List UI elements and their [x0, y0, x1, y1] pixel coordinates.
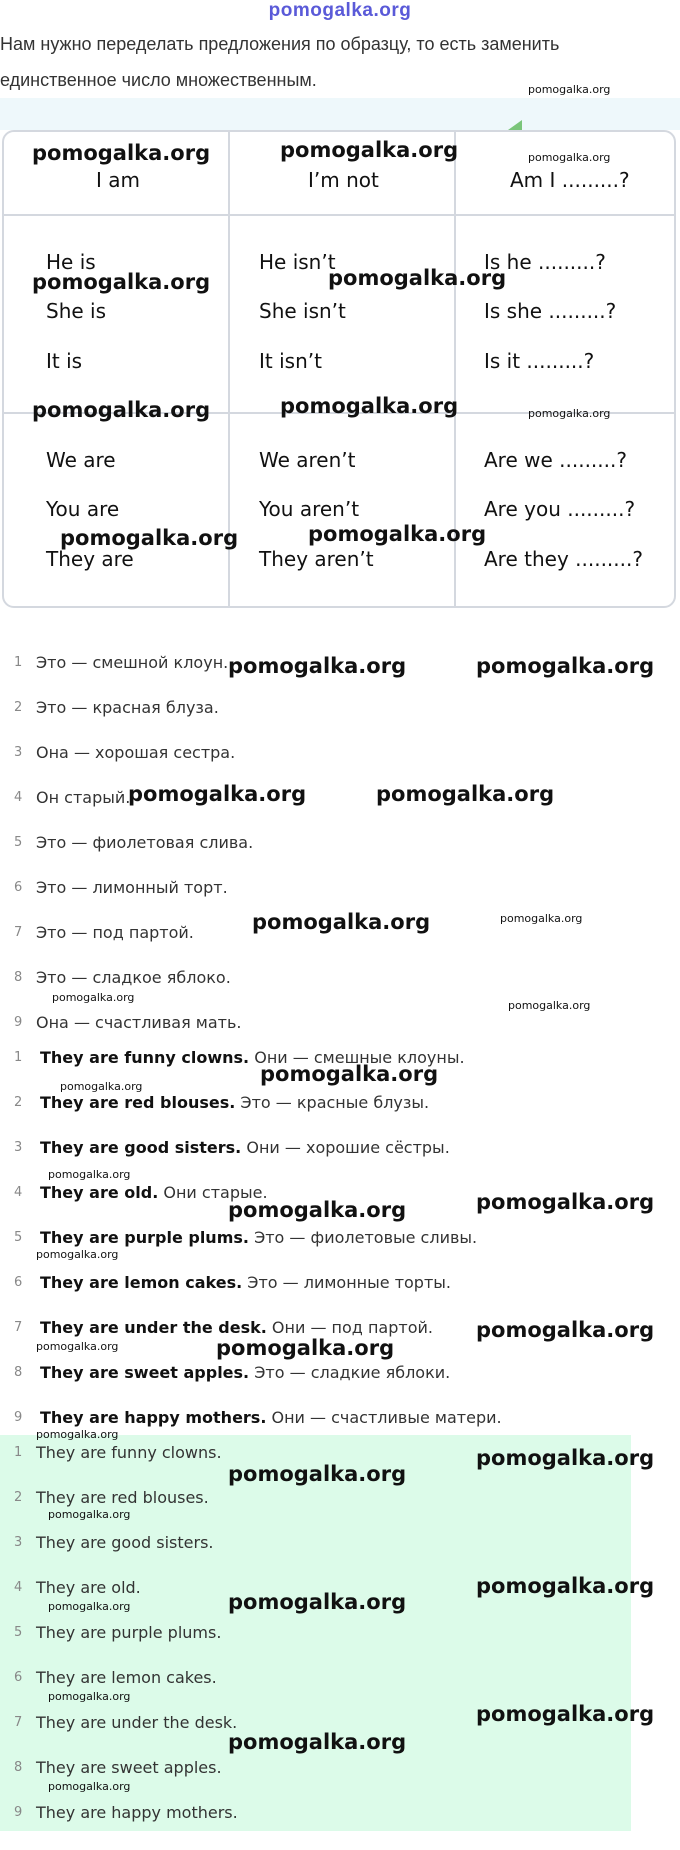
watermark: pomogalka.org	[48, 1780, 131, 1793]
item-number: 6	[14, 1670, 23, 1685]
item-number: 7	[14, 1320, 23, 1335]
item-text: They are good sisters.	[36, 1533, 214, 1552]
item-russian: Они — счастливые матери.	[271, 1408, 502, 1427]
item-english: They are purple plums.	[40, 1228, 249, 1247]
watermark: pomogalka.org	[48, 1600, 131, 1613]
item-number: 5	[14, 1625, 23, 1640]
watermark: pomogalka.org	[252, 910, 431, 934]
watermark: pomogalka.org	[228, 1730, 407, 1754]
item-english: They are under the desk.	[40, 1318, 267, 1337]
table-divider	[4, 214, 674, 216]
item-number: 2	[14, 1490, 23, 1505]
item-text: Она — счастливая мать.	[36, 1013, 242, 1032]
watermark: pomogalka.org	[280, 138, 459, 162]
watermark: pomogalka.org	[60, 526, 239, 550]
item-russian: Они — под партой.	[271, 1318, 433, 1337]
item-text: Это — лимонный торт.	[36, 878, 228, 897]
watermark: pomogalka.org	[60, 1080, 143, 1093]
table-cell: He is	[46, 250, 96, 274]
table-cell: It isn’t	[259, 349, 322, 373]
watermark: pomogalka.org	[508, 999, 591, 1012]
item-text: Он старый.	[36, 788, 131, 807]
item-number: 4	[14, 1580, 23, 1595]
item-russian: Это — фиолетовые сливы.	[254, 1228, 478, 1247]
table-cell: Are we .........?	[484, 448, 627, 472]
item-text: They are under the desk.	[36, 1713, 238, 1732]
table-top-band	[0, 98, 680, 130]
item-english: They are good sisters.	[40, 1138, 242, 1157]
item-english: They are red blouses.	[40, 1093, 236, 1112]
table-cell: Are they .........?	[484, 547, 643, 571]
list-item	[0, 1365, 680, 1410]
corner-triangle-icon	[508, 120, 522, 130]
watermark: pomogalka.org	[48, 1690, 131, 1703]
item-number: 1	[14, 655, 23, 670]
item-number: 1	[14, 1445, 23, 1460]
watermark: pomogalka.org	[48, 1168, 131, 1181]
table-header-cell: I’m not	[308, 168, 379, 192]
item-text: Это — сладкое яблоко.	[36, 968, 231, 987]
table-cell: You are	[46, 497, 120, 521]
item-number: 4	[14, 1185, 23, 1200]
table-header-cell: I am	[96, 168, 140, 192]
table-cell: It is	[46, 349, 83, 373]
item-text: Она — хорошая сестра.	[36, 743, 236, 762]
item-number: 8	[14, 1365, 23, 1380]
watermark: pomogalka.org	[228, 1590, 407, 1614]
item-russian: Это — красные блузы.	[240, 1093, 430, 1112]
item-number: 8	[14, 970, 23, 985]
watermark: pomogalka.org	[228, 1198, 407, 1222]
item-number: 4	[14, 790, 23, 805]
item-english: They are lemon cakes.	[40, 1273, 243, 1292]
list-item	[0, 1625, 680, 1670]
list-item	[0, 835, 680, 880]
item-english: They are old.	[40, 1183, 159, 1202]
table-cell: We are	[46, 448, 116, 472]
watermark: pomogalka.org	[476, 1190, 655, 1214]
list-item	[0, 1095, 680, 1140]
item-number: 1	[14, 1050, 23, 1065]
item-text: They are happy mothers.	[36, 1803, 238, 1822]
watermark: pomogalka.org	[216, 1336, 395, 1360]
item-number: 5	[14, 1230, 23, 1245]
table-cell: She is	[46, 299, 107, 323]
item-number: 6	[14, 880, 23, 895]
intro-line-2: единственное число множественным.	[0, 70, 317, 90]
item-text: Это — фиолетовая слива.	[36, 833, 254, 852]
item-text: They are lemon cakes.	[36, 1668, 217, 1687]
intro-line-1: Нам нужно переделать предложения по образцу, то есть заменить	[0, 34, 560, 54]
item-english: They are sweet apples.	[40, 1363, 250, 1382]
watermark: pomogalka.org	[280, 394, 459, 418]
watermark: pomogalka.org	[376, 782, 555, 806]
table-cell: Are you .........?	[484, 497, 636, 521]
watermark: pomogalka.org	[48, 1508, 131, 1521]
item-number: 9	[14, 1015, 23, 1030]
table-cell: They aren’t	[259, 547, 374, 571]
item-russian: Это — лимонные торты.	[247, 1273, 451, 1292]
watermark: pomogalka.org	[228, 654, 407, 678]
watermark: pomogalka.org	[32, 270, 211, 294]
item-english: They are funny clowns.	[40, 1048, 250, 1067]
site-logo[interactable]: pomogalka.org	[268, 0, 412, 21]
watermark: pomogalka.org	[52, 991, 135, 1004]
table-cell: Is she .........?	[484, 299, 617, 323]
watermark: pomogalka.org	[36, 1340, 119, 1353]
watermark: pomogalka.org	[128, 782, 307, 806]
watermark: pomogalka.org	[228, 1462, 407, 1486]
table-header-cell: Am I .........?	[510, 168, 630, 192]
item-russian: Они — смешные клоуны.	[254, 1048, 465, 1067]
watermark: pomogalka.org	[528, 407, 611, 420]
watermark: pomogalka.org	[476, 1574, 655, 1598]
item-russian: Это — сладкие яблоки.	[254, 1363, 451, 1382]
item-number: 3	[14, 745, 23, 760]
item-text: They are sweet apples.	[36, 1758, 222, 1777]
item-number: 2	[14, 1095, 23, 1110]
list-item	[0, 1805, 680, 1850]
table-cell: He isn’t	[259, 250, 336, 274]
watermark: pomogalka.org	[36, 1248, 119, 1261]
item-text: They are old.	[36, 1578, 141, 1597]
item-text: Это — смешной клоун.	[36, 653, 229, 672]
watermark: pomogalka.org	[476, 654, 655, 678]
item-number: 2	[14, 700, 23, 715]
table-cell: She isn’t	[259, 299, 346, 323]
table-cell: We aren’t	[259, 448, 356, 472]
item-number: 7	[14, 925, 23, 940]
item-russian: Они — хорошие сёстры.	[246, 1138, 450, 1157]
table-cell: Is it .........?	[484, 349, 595, 373]
item-number: 9	[14, 1805, 23, 1820]
list-item	[0, 790, 680, 835]
item-russian: Они старые.	[163, 1183, 268, 1202]
watermark: pomogalka.org	[328, 266, 507, 290]
item-number: 7	[14, 1715, 23, 1730]
watermark: pomogalka.org	[476, 1446, 655, 1470]
list-item	[0, 745, 680, 790]
item-number: 3	[14, 1140, 23, 1155]
item-number: 6	[14, 1275, 23, 1290]
watermark: pomogalka.org	[528, 151, 611, 164]
item-text: They are purple plums.	[36, 1623, 222, 1642]
table-cell: Is he .........?	[484, 250, 606, 274]
item-text: Это — красная блуза.	[36, 698, 219, 717]
watermark: pomogalka.org	[528, 83, 611, 96]
item-number: 8	[14, 1760, 23, 1775]
item-number: 5	[14, 835, 23, 850]
item-text: They are red blouses.	[36, 1488, 209, 1507]
list-item	[0, 700, 680, 745]
item-text: They are funny clowns.	[36, 1443, 222, 1462]
item-number: 3	[14, 1535, 23, 1550]
watermark: pomogalka.org	[260, 1062, 439, 1086]
table-cell: You aren’t	[259, 497, 360, 521]
watermark: pomogalka.org	[476, 1318, 655, 1342]
watermark: pomogalka.org	[36, 1428, 119, 1441]
watermark: pomogalka.org	[32, 141, 211, 165]
item-text: Это — под партой.	[36, 923, 194, 942]
table-cell: They are	[46, 547, 134, 571]
item-english: They are happy mothers.	[40, 1408, 267, 1427]
watermark: pomogalka.org	[308, 522, 487, 546]
item-number: 9	[14, 1410, 23, 1425]
watermark: pomogalka.org	[500, 912, 583, 925]
watermark: pomogalka.org	[476, 1702, 655, 1726]
list-item	[0, 1275, 680, 1320]
watermark: pomogalka.org	[32, 398, 211, 422]
